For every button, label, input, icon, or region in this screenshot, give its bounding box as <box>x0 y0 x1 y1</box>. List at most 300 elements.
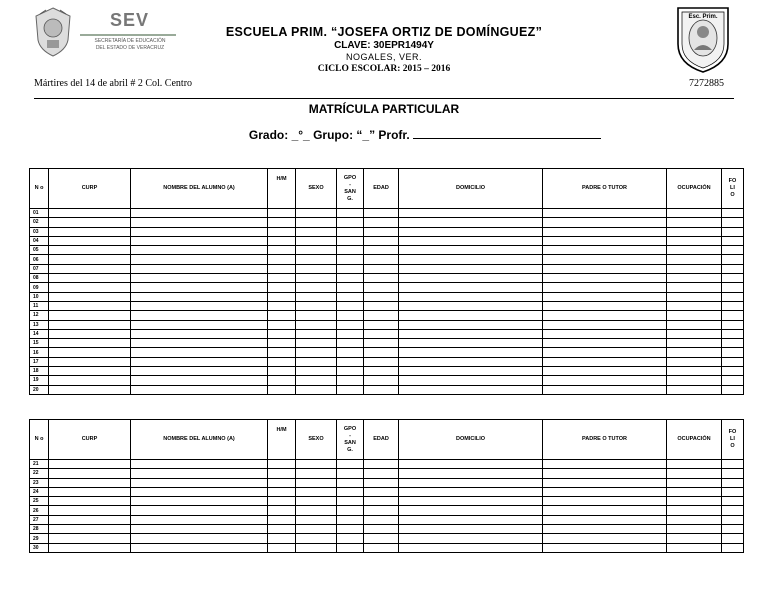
blank-cell[interactable] <box>543 320 667 329</box>
blank-cell[interactable] <box>131 283 268 292</box>
blank-cell[interactable] <box>337 497 364 506</box>
blank-cell[interactable] <box>131 506 268 515</box>
blank-cell[interactable] <box>131 348 268 357</box>
blank-cell[interactable] <box>337 227 364 236</box>
blank-cell[interactable] <box>667 311 722 320</box>
blank-cell[interactable] <box>399 246 543 255</box>
blank-cell[interactable] <box>667 357 722 366</box>
blank-cell[interactable] <box>364 339 399 348</box>
blank-cell[interactable] <box>268 460 296 469</box>
blank-cell[interactable] <box>49 209 131 218</box>
blank-cell[interactable] <box>131 311 268 320</box>
blank-cell[interactable] <box>399 385 543 394</box>
blank-cell[interactable] <box>667 497 722 506</box>
blank-cell[interactable] <box>268 506 296 515</box>
blank-cell[interactable] <box>722 506 744 515</box>
blank-cell[interactable] <box>722 543 744 552</box>
blank-cell[interactable] <box>268 469 296 478</box>
blank-cell[interactable] <box>667 292 722 301</box>
blank-cell[interactable] <box>268 227 296 236</box>
blank-cell[interactable] <box>722 469 744 478</box>
blank-cell[interactable] <box>49 506 131 515</box>
blank-cell[interactable] <box>337 329 364 338</box>
blank-cell[interactable] <box>337 367 364 376</box>
blank-cell[interactable] <box>667 478 722 487</box>
blank-cell[interactable] <box>543 209 667 218</box>
blank-cell[interactable] <box>49 339 131 348</box>
blank-cell[interactable] <box>296 460 337 469</box>
blank-cell[interactable] <box>399 301 543 310</box>
blank-cell[interactable] <box>296 320 337 329</box>
blank-cell[interactable] <box>543 227 667 236</box>
blank-cell[interactable] <box>667 274 722 283</box>
blank-cell[interactable] <box>667 264 722 273</box>
blank-cell[interactable] <box>131 497 268 506</box>
blank-cell[interactable] <box>667 469 722 478</box>
blank-cell[interactable] <box>543 367 667 376</box>
blank-cell[interactable] <box>49 292 131 301</box>
blank-cell[interactable] <box>364 376 399 385</box>
blank-cell[interactable] <box>296 348 337 357</box>
blank-cell[interactable] <box>543 236 667 245</box>
blank-cell[interactable] <box>722 497 744 506</box>
blank-cell[interactable] <box>399 525 543 534</box>
blank-cell[interactable] <box>364 478 399 487</box>
blank-cell[interactable] <box>543 460 667 469</box>
blank-cell[interactable] <box>364 497 399 506</box>
blank-cell[interactable] <box>296 246 337 255</box>
blank-cell[interactable] <box>722 246 744 255</box>
blank-cell[interactable] <box>296 274 337 283</box>
blank-cell[interactable] <box>364 218 399 227</box>
blank-cell[interactable] <box>131 376 268 385</box>
blank-cell[interactable] <box>296 301 337 310</box>
blank-cell[interactable] <box>296 357 337 366</box>
blank-cell[interactable] <box>131 460 268 469</box>
blank-cell[interactable] <box>667 487 722 496</box>
blank-cell[interactable] <box>399 292 543 301</box>
blank-cell[interactable] <box>49 320 131 329</box>
blank-cell[interactable] <box>399 255 543 264</box>
blank-cell[interactable] <box>131 227 268 236</box>
blank-cell[interactable] <box>722 236 744 245</box>
blank-cell[interactable] <box>364 487 399 496</box>
blank-cell[interactable] <box>543 264 667 273</box>
blank-cell[interactable] <box>399 274 543 283</box>
blank-cell[interactable] <box>722 218 744 227</box>
blank-cell[interactable] <box>667 236 722 245</box>
blank-cell[interactable] <box>131 469 268 478</box>
blank-cell[interactable] <box>337 320 364 329</box>
blank-cell[interactable] <box>296 339 337 348</box>
blank-cell[interactable] <box>667 534 722 543</box>
blank-cell[interactable] <box>337 292 364 301</box>
blank-cell[interactable] <box>268 348 296 357</box>
blank-cell[interactable] <box>337 339 364 348</box>
blank-cell[interactable] <box>722 283 744 292</box>
blank-cell[interactable] <box>49 478 131 487</box>
blank-cell[interactable] <box>667 376 722 385</box>
blank-cell[interactable] <box>49 283 131 292</box>
blank-cell[interactable] <box>268 329 296 338</box>
blank-cell[interactable] <box>296 292 337 301</box>
blank-cell[interactable] <box>49 218 131 227</box>
blank-cell[interactable] <box>131 292 268 301</box>
blank-cell[interactable] <box>364 301 399 310</box>
blank-cell[interactable] <box>131 255 268 264</box>
blank-cell[interactable] <box>399 460 543 469</box>
blank-cell[interactable] <box>268 301 296 310</box>
blank-cell[interactable] <box>49 227 131 236</box>
blank-cell[interactable] <box>49 469 131 478</box>
blank-cell[interactable] <box>49 487 131 496</box>
blank-cell[interactable] <box>399 543 543 552</box>
blank-cell[interactable] <box>337 534 364 543</box>
blank-cell[interactable] <box>543 311 667 320</box>
blank-cell[interactable] <box>337 506 364 515</box>
blank-cell[interactable] <box>49 460 131 469</box>
blank-cell[interactable] <box>722 487 744 496</box>
blank-cell[interactable] <box>268 255 296 264</box>
blank-cell[interactable] <box>543 487 667 496</box>
blank-cell[interactable] <box>667 218 722 227</box>
blank-cell[interactable] <box>543 357 667 366</box>
blank-cell[interactable] <box>337 357 364 366</box>
blank-cell[interactable] <box>268 283 296 292</box>
blank-cell[interactable] <box>337 283 364 292</box>
blank-cell[interactable] <box>399 469 543 478</box>
blank-cell[interactable] <box>131 357 268 366</box>
blank-cell[interactable] <box>543 218 667 227</box>
blank-cell[interactable] <box>399 348 543 357</box>
blank-cell[interactable] <box>722 292 744 301</box>
blank-cell[interactable] <box>49 525 131 534</box>
blank-cell[interactable] <box>49 497 131 506</box>
blank-cell[interactable] <box>131 515 268 524</box>
blank-cell[interactable] <box>49 543 131 552</box>
blank-cell[interactable] <box>722 478 744 487</box>
blank-cell[interactable] <box>722 515 744 524</box>
blank-cell[interactable] <box>337 236 364 245</box>
blank-cell[interactable] <box>399 487 543 496</box>
blank-cell[interactable] <box>296 525 337 534</box>
blank-cell[interactable] <box>364 515 399 524</box>
blank-cell[interactable] <box>543 292 667 301</box>
blank-cell[interactable] <box>131 367 268 376</box>
blank-cell[interactable] <box>543 274 667 283</box>
blank-cell[interactable] <box>543 329 667 338</box>
blank-cell[interactable] <box>722 311 744 320</box>
blank-cell[interactable] <box>268 497 296 506</box>
blank-cell[interactable] <box>268 543 296 552</box>
blank-cell[interactable] <box>131 246 268 255</box>
blank-cell[interactable] <box>722 320 744 329</box>
blank-cell[interactable] <box>268 525 296 534</box>
blank-cell[interactable] <box>268 320 296 329</box>
blank-cell[interactable] <box>268 209 296 218</box>
blank-cell[interactable] <box>399 497 543 506</box>
blank-cell[interactable] <box>364 255 399 264</box>
blank-cell[interactable] <box>722 329 744 338</box>
blank-cell[interactable] <box>543 385 667 394</box>
blank-cell[interactable] <box>667 506 722 515</box>
blank-cell[interactable] <box>131 534 268 543</box>
blank-cell[interactable] <box>364 320 399 329</box>
blank-cell[interactable] <box>399 376 543 385</box>
blank-cell[interactable] <box>722 385 744 394</box>
blank-cell[interactable] <box>543 506 667 515</box>
blank-cell[interactable] <box>49 311 131 320</box>
blank-cell[interactable] <box>722 227 744 236</box>
blank-cell[interactable] <box>364 227 399 236</box>
blank-cell[interactable] <box>268 376 296 385</box>
blank-cell[interactable] <box>49 329 131 338</box>
blank-cell[interactable] <box>337 218 364 227</box>
blank-cell[interactable] <box>49 348 131 357</box>
blank-cell[interactable] <box>131 339 268 348</box>
blank-cell[interactable] <box>399 329 543 338</box>
blank-cell[interactable] <box>49 367 131 376</box>
blank-cell[interactable] <box>337 385 364 394</box>
blank-cell[interactable] <box>543 301 667 310</box>
blank-cell[interactable] <box>399 218 543 227</box>
blank-cell[interactable] <box>296 311 337 320</box>
blank-cell[interactable] <box>296 376 337 385</box>
blank-cell[interactable] <box>131 209 268 218</box>
blank-cell[interactable] <box>399 357 543 366</box>
blank-cell[interactable] <box>667 525 722 534</box>
blank-cell[interactable] <box>722 274 744 283</box>
blank-cell[interactable] <box>364 385 399 394</box>
blank-cell[interactable] <box>667 329 722 338</box>
blank-cell[interactable] <box>268 292 296 301</box>
blank-cell[interactable] <box>667 246 722 255</box>
blank-cell[interactable] <box>543 246 667 255</box>
blank-cell[interactable] <box>131 487 268 496</box>
blank-cell[interactable] <box>543 497 667 506</box>
blank-cell[interactable] <box>722 367 744 376</box>
blank-cell[interactable] <box>49 376 131 385</box>
blank-cell[interactable] <box>543 478 667 487</box>
blank-cell[interactable] <box>722 460 744 469</box>
blank-cell[interactable] <box>399 227 543 236</box>
blank-cell[interactable] <box>667 367 722 376</box>
blank-cell[interactable] <box>667 348 722 357</box>
blank-cell[interactable] <box>722 348 744 357</box>
blank-cell[interactable] <box>667 320 722 329</box>
blank-cell[interactable] <box>364 311 399 320</box>
blank-cell[interactable] <box>399 283 543 292</box>
blank-cell[interactable] <box>296 255 337 264</box>
blank-cell[interactable] <box>268 246 296 255</box>
blank-cell[interactable] <box>364 534 399 543</box>
blank-cell[interactable] <box>667 339 722 348</box>
blank-cell[interactable] <box>722 534 744 543</box>
blank-cell[interactable] <box>543 525 667 534</box>
blank-cell[interactable] <box>667 227 722 236</box>
blank-cell[interactable] <box>364 274 399 283</box>
blank-cell[interactable] <box>722 209 744 218</box>
blank-cell[interactable] <box>399 515 543 524</box>
blank-cell[interactable] <box>364 506 399 515</box>
blank-cell[interactable] <box>268 357 296 366</box>
blank-cell[interactable] <box>131 274 268 283</box>
blank-cell[interactable] <box>722 339 744 348</box>
blank-cell[interactable] <box>337 469 364 478</box>
blank-cell[interactable] <box>337 246 364 255</box>
blank-cell[interactable] <box>49 264 131 273</box>
blank-cell[interactable] <box>49 534 131 543</box>
blank-cell[interactable] <box>543 515 667 524</box>
blank-cell[interactable] <box>49 274 131 283</box>
blank-cell[interactable] <box>296 218 337 227</box>
blank-cell[interactable] <box>337 255 364 264</box>
blank-cell[interactable] <box>296 385 337 394</box>
blank-cell[interactable] <box>296 329 337 338</box>
blank-cell[interactable] <box>296 497 337 506</box>
blank-cell[interactable] <box>268 264 296 273</box>
blank-cell[interactable] <box>49 236 131 245</box>
blank-cell[interactable] <box>268 311 296 320</box>
blank-cell[interactable] <box>49 385 131 394</box>
blank-cell[interactable] <box>667 301 722 310</box>
blank-cell[interactable] <box>337 301 364 310</box>
blank-cell[interactable] <box>543 255 667 264</box>
blank-cell[interactable] <box>337 543 364 552</box>
blank-cell[interactable] <box>364 543 399 552</box>
blank-cell[interactable] <box>364 264 399 273</box>
blank-cell[interactable] <box>399 339 543 348</box>
blank-cell[interactable] <box>296 209 337 218</box>
blank-cell[interactable] <box>337 264 364 273</box>
blank-cell[interactable] <box>296 227 337 236</box>
blank-cell[interactable] <box>131 329 268 338</box>
blank-cell[interactable] <box>543 339 667 348</box>
blank-cell[interactable] <box>268 339 296 348</box>
blank-cell[interactable] <box>268 367 296 376</box>
blank-cell[interactable] <box>296 543 337 552</box>
blank-cell[interactable] <box>131 236 268 245</box>
blank-cell[interactable] <box>364 469 399 478</box>
blank-cell[interactable] <box>268 487 296 496</box>
blank-cell[interactable] <box>337 525 364 534</box>
blank-cell[interactable] <box>543 376 667 385</box>
blank-cell[interactable] <box>49 357 131 366</box>
blank-cell[interactable] <box>296 469 337 478</box>
blank-cell[interactable] <box>399 367 543 376</box>
blank-cell[interactable] <box>667 255 722 264</box>
blank-cell[interactable] <box>543 348 667 357</box>
blank-cell[interactable] <box>268 274 296 283</box>
blank-cell[interactable] <box>364 460 399 469</box>
blank-cell[interactable] <box>364 246 399 255</box>
blank-cell[interactable] <box>364 209 399 218</box>
blank-cell[interactable] <box>364 525 399 534</box>
blank-cell[interactable] <box>49 515 131 524</box>
blank-cell[interactable] <box>399 236 543 245</box>
blank-cell[interactable] <box>296 264 337 273</box>
blank-cell[interactable] <box>399 534 543 543</box>
blank-cell[interactable] <box>364 357 399 366</box>
blank-cell[interactable] <box>49 301 131 310</box>
blank-cell[interactable] <box>667 460 722 469</box>
blank-cell[interactable] <box>399 311 543 320</box>
blank-cell[interactable] <box>268 385 296 394</box>
blank-cell[interactable] <box>722 301 744 310</box>
blank-cell[interactable] <box>337 311 364 320</box>
blank-cell[interactable] <box>337 460 364 469</box>
blank-cell[interactable] <box>337 376 364 385</box>
blank-cell[interactable] <box>131 301 268 310</box>
blank-cell[interactable] <box>337 274 364 283</box>
blank-cell[interactable] <box>296 367 337 376</box>
blank-cell[interactable] <box>337 209 364 218</box>
blank-cell[interactable] <box>296 283 337 292</box>
blank-cell[interactable] <box>337 515 364 524</box>
blank-cell[interactable] <box>399 506 543 515</box>
blank-cell[interactable] <box>268 534 296 543</box>
blank-cell[interactable] <box>296 506 337 515</box>
blank-cell[interactable] <box>399 264 543 273</box>
blank-cell[interactable] <box>667 543 722 552</box>
blank-cell[interactable] <box>722 255 744 264</box>
blank-cell[interactable] <box>296 487 337 496</box>
blank-cell[interactable] <box>337 478 364 487</box>
blank-cell[interactable] <box>364 283 399 292</box>
blank-cell[interactable] <box>131 264 268 273</box>
blank-cell[interactable] <box>543 543 667 552</box>
blank-cell[interactable] <box>337 348 364 357</box>
blank-cell[interactable] <box>296 515 337 524</box>
blank-cell[interactable] <box>722 376 744 385</box>
blank-cell[interactable] <box>399 320 543 329</box>
blank-cell[interactable] <box>667 209 722 218</box>
blank-cell[interactable] <box>667 385 722 394</box>
blank-cell[interactable] <box>364 236 399 245</box>
blank-cell[interactable] <box>364 348 399 357</box>
blank-cell[interactable] <box>131 478 268 487</box>
blank-cell[interactable] <box>296 236 337 245</box>
blank-cell[interactable] <box>131 320 268 329</box>
blank-cell[interactable] <box>722 264 744 273</box>
blank-cell[interactable] <box>131 385 268 394</box>
blank-cell[interactable] <box>268 218 296 227</box>
blank-cell[interactable] <box>399 209 543 218</box>
blank-cell[interactable] <box>268 478 296 487</box>
blank-cell[interactable] <box>49 246 131 255</box>
blank-cell[interactable] <box>364 329 399 338</box>
blank-cell[interactable] <box>722 357 744 366</box>
blank-cell[interactable] <box>667 283 722 292</box>
blank-cell[interactable] <box>268 515 296 524</box>
blank-cell[interactable] <box>131 525 268 534</box>
blank-cell[interactable] <box>722 525 744 534</box>
blank-cell[interactable] <box>543 469 667 478</box>
blank-cell[interactable] <box>131 543 268 552</box>
blank-cell[interactable] <box>399 478 543 487</box>
blank-cell[interactable] <box>543 534 667 543</box>
blank-cell[interactable] <box>543 283 667 292</box>
blank-cell[interactable] <box>364 367 399 376</box>
blank-cell[interactable] <box>296 478 337 487</box>
blank-cell[interactable] <box>268 236 296 245</box>
blank-cell[interactable] <box>337 487 364 496</box>
blank-cell[interactable] <box>49 255 131 264</box>
blank-cell[interactable] <box>667 515 722 524</box>
blank-cell[interactable] <box>364 292 399 301</box>
blank-cell[interactable] <box>131 218 268 227</box>
blank-cell[interactable] <box>296 534 337 543</box>
